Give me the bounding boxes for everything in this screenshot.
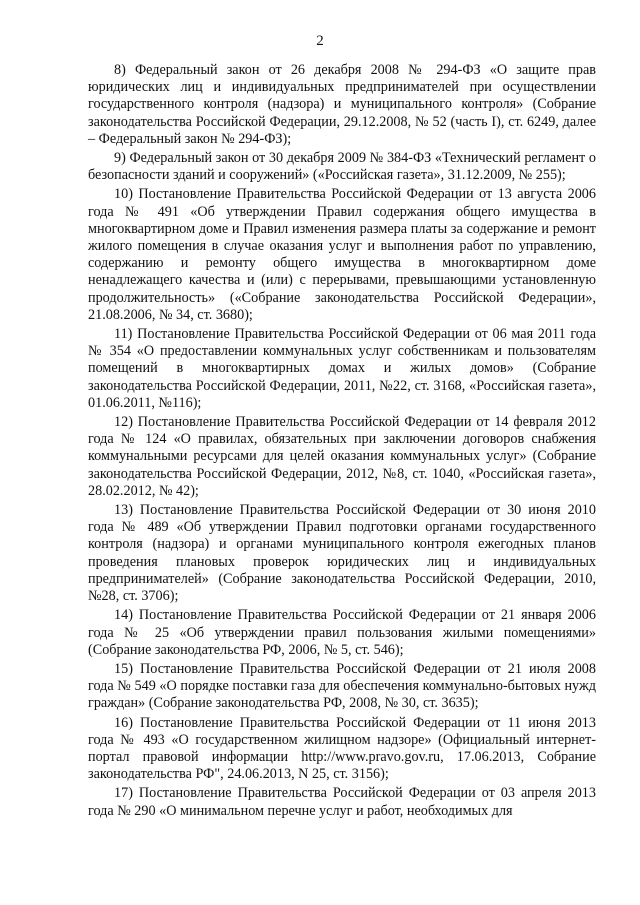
document-body: [88, 62, 596, 822]
paragraph-item-8: 8) Федеральный закон от 26 декабря 2008 № 294-ФЗ «О защите прав юридических лиц и индивидуальных предпринимателей при осуществлении государственного контроля (надзора) и муниципального контроля» (Собрание законодательства Российской Федерации, 29.12.2008, № 52 (часть I), ст. 6249, далее – Федеральный закон № 294-ФЗ);: [88, 62, 596, 147]
paragraph-item-14: 14) Постановление Правительства Российской Федерации от 21 января 2006 года № 25 «Об утверждении правил пользования жилыми помещениями» (Собрание законодательства РФ, 2006, № 5, ст. 546);: [88, 607, 596, 658]
paragraph-item-15: 15) Постановление Правительства Российской Федерации от 21 июля 2008 года № 549 «О порядке поставки газа для обеспечения коммунально-бытовых нужд граждан» (Собрание законодательства РФ, 2008, № 30, ст. 3635);: [88, 660, 596, 712]
paragraph-item-12: 12) Постановление Правительства Российской Федерации от 14 февраля 2012 года № 124 «О правилах, обязательных при заключении договоров снабжения коммунальными ресурсами для целей оказания коммунальных услуг» (Собрание законодательства Российской Федерации, 2012, №8, ст. 1040, «Российская газета», 28.02.2012, № 42);: [88, 414, 596, 499]
paragraph-item-13: 13) Постановление Правительства Российской Федерации от 30 июня 2010 года № 489 «Об утверждении Правил подготовки органами государственного контроля (надзора) и органами муниципального контроля ежегодных планов проведения плановых проверок юридических лиц и индивидуальных предпринимателей» (Собрание законодательства Российской Федерации, 2010, №28, ст. 3706);: [88, 502, 596, 605]
page-number: 2: [316, 33, 324, 49]
paragraph-item-17: 17) Постановление Правительства Российской Федерации от 03 апреля 2013 года № 290 «О минимальном перечне услуг и работ, необходимых для: [88, 785, 596, 819]
paragraph-item-11: 11) Постановление Правительства Российской Федерации от 06 мая 2011 года № 354 «О предоставлении коммунальных услуг собственникам и пользователям помещений в многоквартирных домах и жилых домов» (Собрание законодательства Российской Федерации, 2011, №22, ст. 3168, «Российская газета», 01.06.2011, №116);: [88, 326, 596, 411]
paragraph-item-10: 10) Постановление Правительства Российской Федерации от 13 августа 2006 года № 491 «Об утверждении Правил содержания общего имущества в многоквартирном доме и Правил изменения размера платы за содержание и ремонт жилого помещения в случае оказания услуг и выполнения работ по управлению, содержанию и ремонту общего имущества в многоквартирном доме ненадлежащего качества и (или) с перерывами, превышающими установленную продолжительность» («Собрание законодательства Российской Федерации», 21.08.2006, № 34, ст. 3680);: [88, 186, 596, 323]
paragraph-item-16: 16) Постановление Правительства Российской Федерации от 11 июня 2013 года № 493 «О государственном жилищном надзоре» (Официальный интернет-портал правовой информации http://www.pravo.gov.ru, 17.06.2013, Собрание законодательства РФ", 24.06.2013, N 25, ст. 3156);: [88, 714, 596, 783]
paragraph-item-9: 9) Федеральный закон от 30 декабря 2009 № 384-ФЗ «Технический регламент о безопасности зданий и сооружений» («Российская газета», 31.12.2009, № 255);: [88, 150, 596, 184]
